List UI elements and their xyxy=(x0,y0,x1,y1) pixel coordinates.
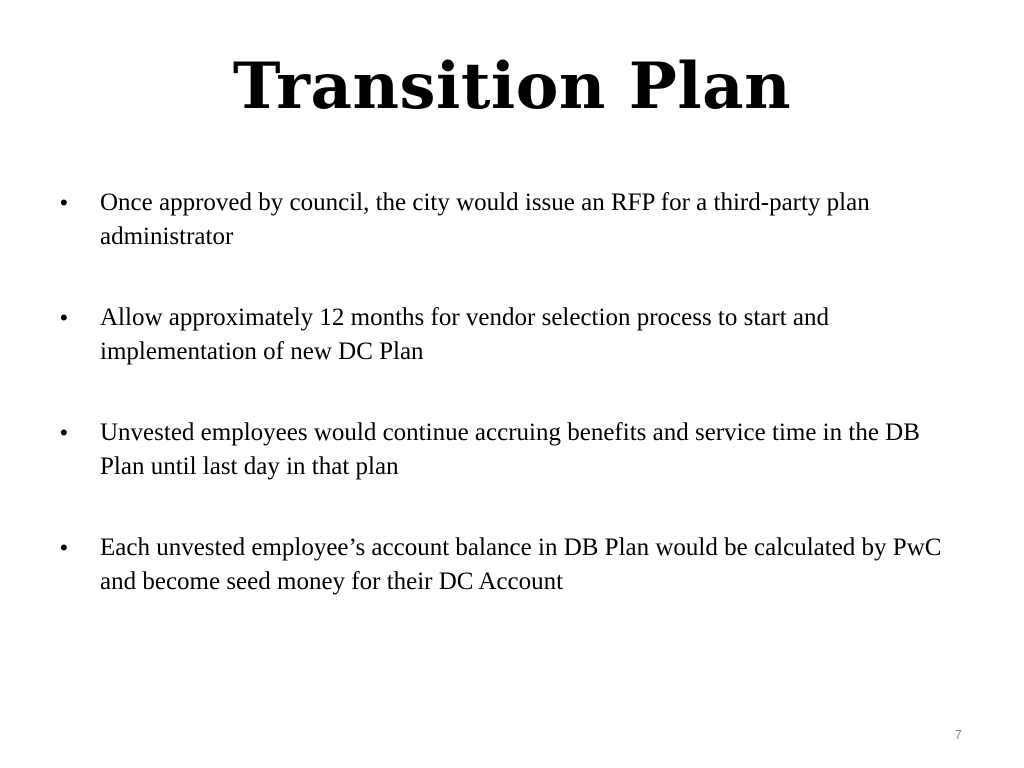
bullet-item xyxy=(60,301,960,369)
bullet-item xyxy=(60,416,960,484)
page-number: 7 xyxy=(954,727,962,742)
slide-title: Transition Plan xyxy=(232,49,792,124)
bullet-marker: • xyxy=(60,190,68,215)
bullet-marker: • xyxy=(60,420,68,445)
bullet-marker: • xyxy=(60,535,68,560)
bullet-text: Allow approximately 12 months for vendor selection process to start and implementation of new DC Plan xyxy=(100,304,830,365)
bullet-marker: • xyxy=(60,305,68,330)
bullet-item xyxy=(60,186,960,254)
bullet-text: Each unvested employee’s account balance in DB Plan would be calculated by PwC and become seed money for their DC Account xyxy=(100,534,942,595)
bullet-text: Once approved by council, the city would issue an RFP for a third-party plan administrator xyxy=(100,189,870,250)
bullet-text: Unvested employees would continue accruing benefits and service time in the DB Plan until last day in that plan xyxy=(100,419,920,480)
bullet-list xyxy=(60,186,960,646)
bullet-item xyxy=(60,531,960,599)
